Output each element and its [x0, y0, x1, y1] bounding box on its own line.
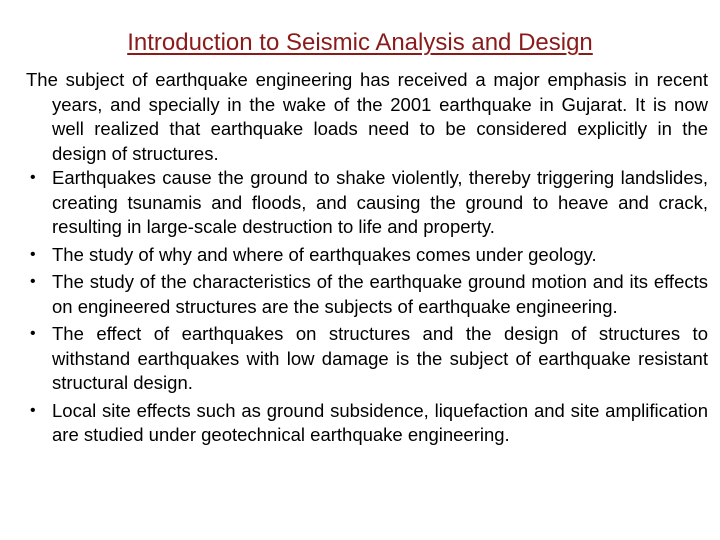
list-item	[26, 399, 708, 448]
bullet-icon: •	[30, 273, 36, 290]
bullet-icon: •	[30, 325, 36, 342]
list-item-text: The effect of earthquakes on structures and the design of structures to withstand earthquakes with low damage is the subject of earthquake resistant structural design.	[52, 323, 708, 393]
slide-content	[26, 68, 708, 451]
bullet-icon: •	[30, 245, 36, 263]
list-item-text: Local site effects such as ground subsidence, liquefaction and site amplification are studied under geotechnical earthquake engineering.	[52, 399, 708, 445]
bullet-icon: •	[30, 169, 36, 186]
bullet-icon: •	[30, 401, 36, 419]
bullet-list	[26, 166, 708, 448]
list-item	[26, 166, 708, 240]
list-item	[26, 322, 708, 396]
intro-paragraph: The subject of earthquake engineering has received a major emphasis in recent years, and specially in the wake of the 2001 earthquake in Gujarat. It is now well realized that earthquake loads need to be considered explicitly in the design of structures.	[26, 69, 708, 164]
list-item	[26, 243, 708, 268]
list-item-text: Earthquakes cause the ground to shake violently, thereby triggering landslides, creating tsunamis and floods, and causing the ground to heave and crack, resulting in large-scale destruction to life and property.	[52, 167, 708, 237]
list-item-text: The study of why and where of earthquakes comes under geology.	[52, 243, 597, 265]
slide-title: Introduction to Seismic Analysis and Design	[127, 29, 593, 56]
list-item	[26, 270, 708, 319]
list-item-text: The study of the characteristics of the earthquake ground motion and its effects on engineered structures are the subjects of earthquake engineering.	[52, 271, 708, 317]
